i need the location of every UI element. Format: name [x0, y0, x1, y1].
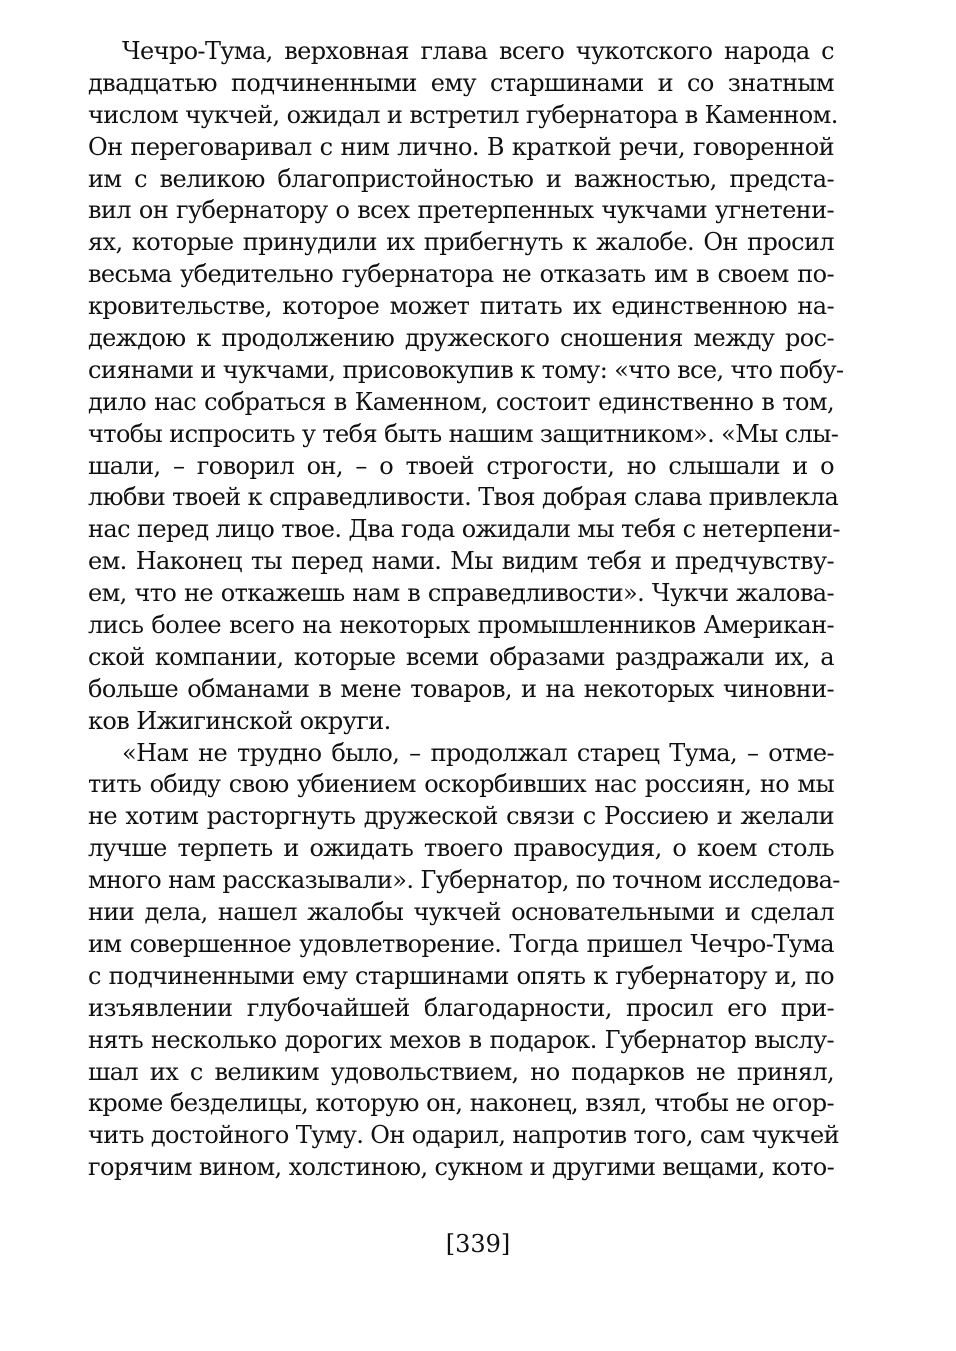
page-number: [339] — [445, 1230, 511, 1258]
text-line: «Нам не трудно было, – продолжал старец Тума, – отме- — [122, 738, 834, 767]
text-line: горячим вином, холстиною, сукном и другими вещами, кото- — [88, 1153, 835, 1182]
paragraph-2 — [88, 738, 840, 1184]
text-line: изъявлении глубочайшей благодарности, просил его при- — [88, 993, 834, 1022]
text-line: любви твоей к справедливости. Твоя добрая слава привлекла — [88, 483, 839, 512]
text-line: сиянами и чукчами, присовокупив к тому: «что все, что побу- — [88, 355, 844, 384]
text-line: числом чукчей, ожидал и встретил губернатора в Каменном. — [88, 100, 838, 129]
text-line: чить достойного Туму. Он одарил, напротив того, сам чукчей — [88, 1121, 840, 1150]
text-line: лись более всего на некоторых промышленников Американ- — [88, 611, 834, 640]
text-line: ем. Наконец ты перед нами. Мы видим тебя и предчувству- — [88, 547, 834, 576]
text-line: ем, что не откажешь нам в справедливости». Чукчи жалова- — [88, 579, 834, 608]
text-line: Чечро-Тума, верховная глава всего чукотского народа с — [122, 37, 834, 65]
text-line: чтобы испросить у тебя быть нашим защитником». «Мы слы- — [88, 419, 839, 448]
text-line: им совершенное удовлетворение. Тогда пришел Чечро-Тума — [88, 929, 834, 958]
paragraph-1 — [88, 36, 844, 738]
text-line: больше обманами в мене товаров, и на некоторых чиновни- — [88, 674, 834, 703]
text-line: им с великою благопристойностью и важностью, предста- — [88, 164, 834, 193]
text-line: ков Ижигинской округи. — [88, 706, 391, 735]
text-line: нять несколько дорогих мехов в подарок. Губернатор выслу- — [88, 1025, 834, 1054]
text-line: шал их с великим удовольствием, но подарков не принял, — [88, 1057, 834, 1086]
text-line: лучше терпеть и ожидать твоего правосудия, о коем столь — [88, 834, 834, 863]
text-line: много нам рассказывали». Губернатор, по точном исследова- — [88, 866, 840, 895]
text-line: с подчиненными ему старшинами опять к губернатору и, по — [88, 961, 834, 990]
text-line: Он переговаривал с ним лично. В краткой речи, говоренной — [88, 132, 834, 161]
text-line: кровительстве, которое может питать их единственною на- — [88, 292, 834, 321]
body-text — [88, 36, 844, 1184]
text-line: нас перед лицо твое. Два года ожидали мы тебя с нетерпени- — [88, 515, 840, 544]
text-line: ях, которые принудили их прибегнуть к жалобе. Он просил — [88, 228, 834, 257]
text-line: двадцатью подчиненными ему старшинами и со знатным — [88, 68, 834, 97]
text-line: нии дела, нашел жалобы чукчей основательными и сделал — [88, 898, 834, 927]
text-line: ской компании, которые всеми образами раздражали их, а — [88, 642, 834, 671]
text-line: дило нас собраться в Каменном, состоит единственно в том, — [88, 387, 834, 416]
text-line: не хотим расторгнуть дружеской связи с Россиею и желали — [88, 802, 834, 831]
text-line: кроме безделицы, которую он, наконец, взял, чтобы не огор- — [88, 1089, 834, 1118]
text-line: тить обиду свою убиением оскорбивших нас россиян, но мы — [88, 770, 834, 799]
text-line: шали, – говорил он, – о твоей строгости, но слышали и о — [88, 451, 834, 480]
text-line: весьма убедительно губернатора не отказать им в своем по- — [88, 260, 834, 289]
text-line: деждою к продолжению дружеского сношения между рос- — [88, 324, 834, 353]
text-line: вил он губернатору о всех претерпенных чукчами угнетени- — [88, 196, 834, 225]
